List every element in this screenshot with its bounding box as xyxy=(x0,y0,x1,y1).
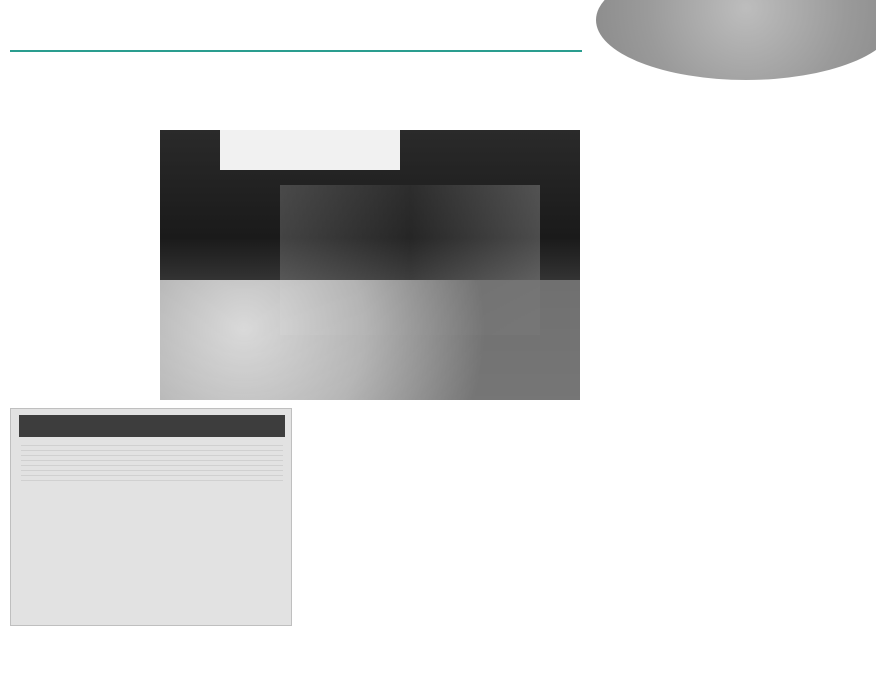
decorative-swoosh xyxy=(596,0,876,80)
photo-sign xyxy=(220,130,400,170)
article-column-left xyxy=(10,100,158,400)
institutes-box xyxy=(10,408,292,626)
article-column-far-right xyxy=(740,100,870,350)
photo-flowers xyxy=(160,280,580,400)
article-column-bottom-1 xyxy=(300,410,440,670)
institutes-box-title xyxy=(19,415,285,437)
institute-item xyxy=(21,481,283,485)
article-photo xyxy=(160,130,580,400)
article-column-bottom-2 xyxy=(446,410,586,670)
article-column-mid-right xyxy=(592,100,732,350)
institutes-list xyxy=(21,441,283,623)
top-rule xyxy=(10,50,582,52)
